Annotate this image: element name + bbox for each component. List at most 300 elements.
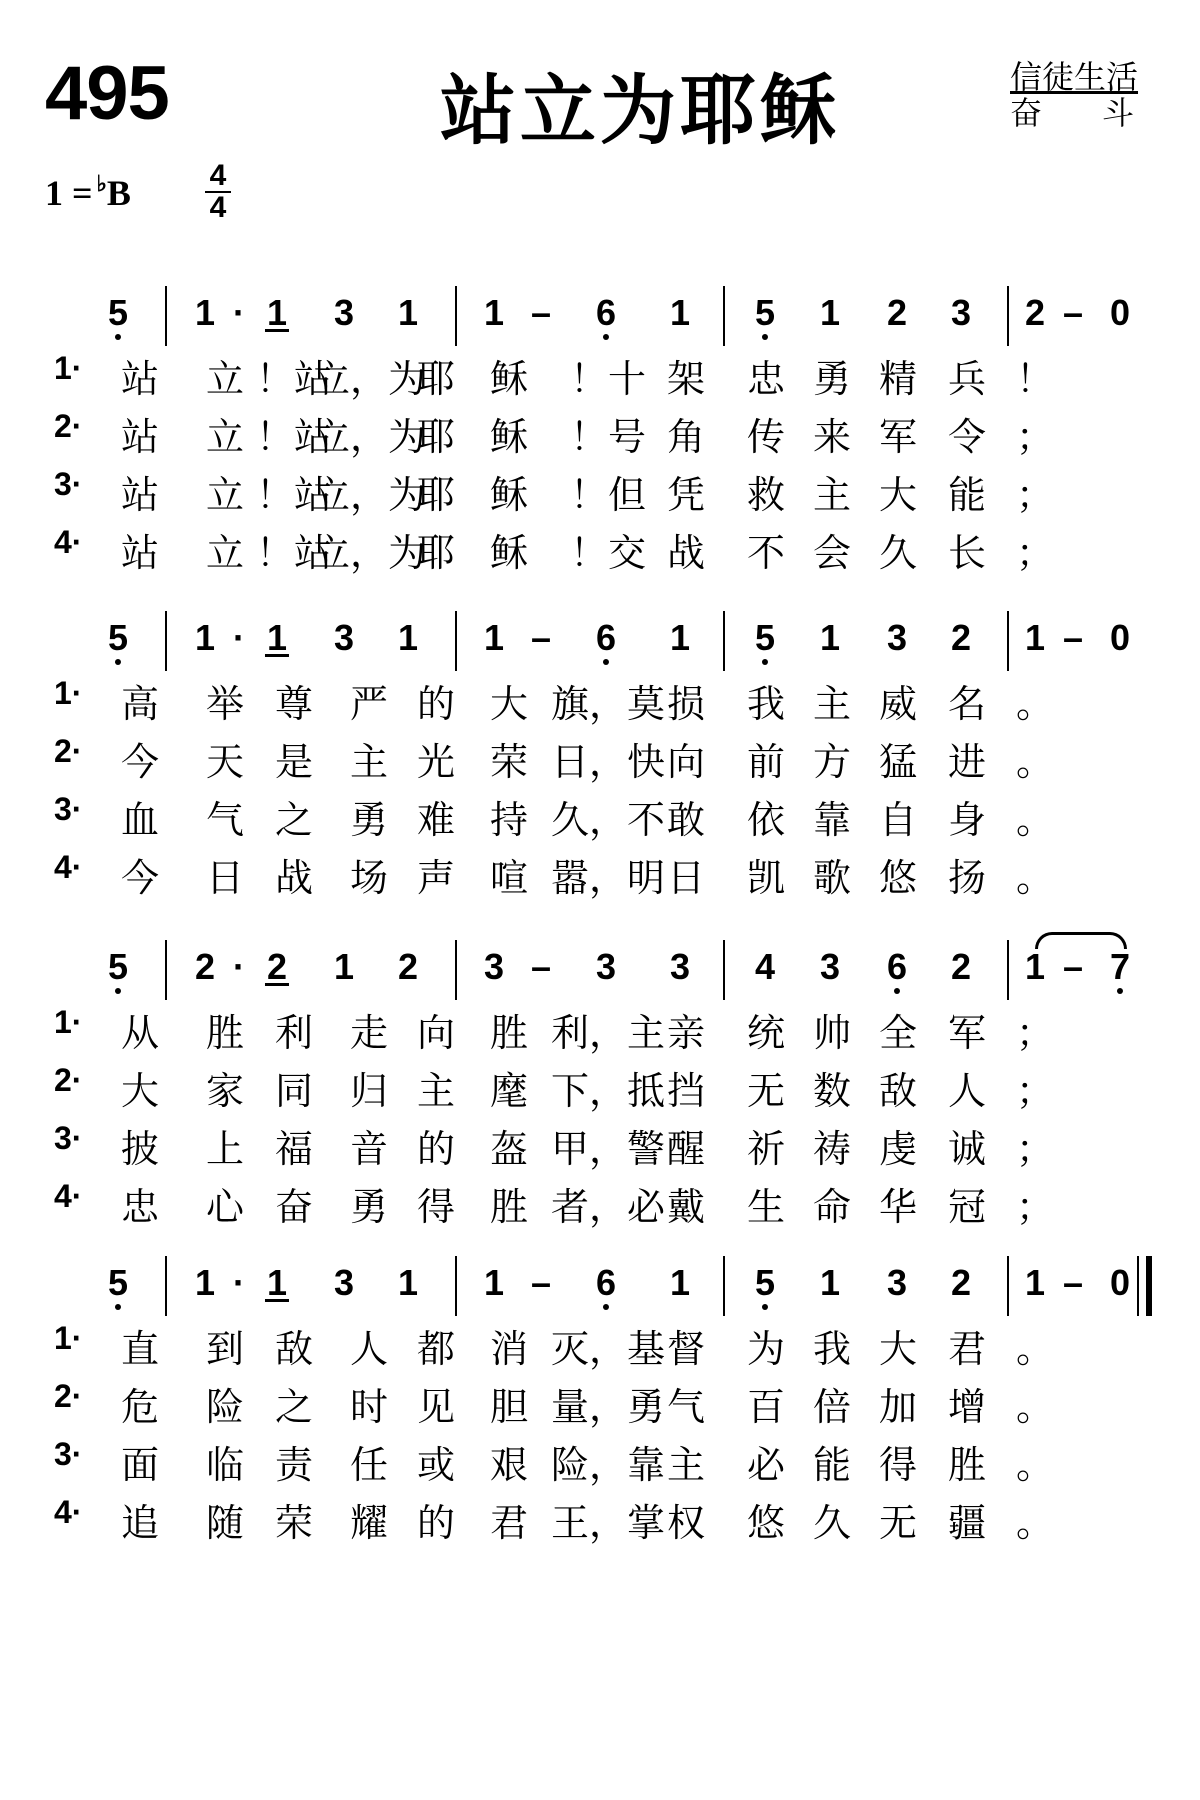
- lyric-char: 立: [205, 357, 245, 401]
- lyric-char: 任: [349, 1443, 389, 1487]
- lyric-char: 稣: [489, 415, 529, 459]
- note: 2: [950, 1262, 972, 1303]
- barline: [723, 611, 725, 671]
- lyric-char: 战: [666, 531, 706, 575]
- note: 1: [194, 617, 216, 658]
- lyric-char: 。: [1015, 1443, 1055, 1487]
- lower-octave-dot: [762, 334, 768, 340]
- lyric-char: 无: [878, 1501, 918, 1545]
- key-prefix: 1 =: [45, 173, 93, 213]
- lyric-char: 披: [120, 1127, 160, 1171]
- hymn-subcategory: 奋斗: [1010, 94, 1195, 132]
- lower-octave-dot: [115, 334, 121, 340]
- lyric-char: 救: [746, 473, 786, 517]
- note: 5: [108, 946, 128, 988]
- lyric-char: 持: [489, 798, 529, 842]
- lyric-char: 立: [205, 473, 245, 517]
- verse-number: 3·: [54, 791, 83, 827]
- barline: [723, 286, 725, 346]
- lyric-char: 角: [666, 415, 706, 459]
- lyric-char: 虔: [878, 1127, 918, 1171]
- note: 1: [194, 292, 216, 333]
- lyric-char: 量，勇: [550, 1385, 666, 1429]
- note: 1: [1024, 946, 1046, 987]
- verse-number: 1·: [54, 675, 83, 711]
- note-dash: –: [530, 292, 552, 333]
- lyric-char: 传: [746, 415, 786, 459]
- verse-number: 4·: [54, 849, 83, 885]
- lyric-char: 耶: [416, 357, 456, 401]
- lyric-char: 立: [205, 531, 245, 575]
- lyric-char: 麾: [489, 1069, 529, 1113]
- lyric-char: 嚣，明: [550, 856, 666, 900]
- final-barline-thick: [1146, 1256, 1152, 1316]
- note: 2: [194, 946, 216, 987]
- lyric-char: 时: [349, 1385, 389, 1429]
- verse-number: 4·: [54, 1178, 83, 1214]
- lyric-char: 祷: [812, 1127, 852, 1171]
- lyric-char: 立，为: [311, 357, 427, 401]
- lyric-char: 前: [746, 740, 786, 784]
- lyric-char: 立，为: [311, 473, 427, 517]
- lyric-char: 勇: [349, 1185, 389, 1229]
- lyric-char: 百: [746, 1385, 786, 1429]
- note: 1: [397, 617, 419, 658]
- note: 3: [483, 946, 505, 987]
- lyric-char: ；: [1015, 1127, 1055, 1171]
- lyric-char: 胜: [489, 1011, 529, 1055]
- lyric-char: 数: [812, 1069, 852, 1113]
- lyric-char: ；: [1015, 1011, 1055, 1055]
- lyric-char: 久: [878, 531, 918, 575]
- lyric-char: ！交: [569, 531, 647, 575]
- lyric-char: 利，主: [550, 1011, 666, 1055]
- lower-octave-dot: [115, 659, 121, 665]
- lyric-char: 敢: [666, 798, 706, 842]
- lyric-char: 凯: [746, 856, 786, 900]
- verse-number: 3·: [54, 1120, 83, 1156]
- note: 1: [669, 1262, 691, 1303]
- eighth-underline: [265, 329, 289, 332]
- lyric-char: 加: [878, 1385, 918, 1429]
- lyric-char: 靠: [812, 798, 852, 842]
- lyric-char: 挡: [666, 1069, 706, 1113]
- augmentation-dot: ·: [233, 1262, 245, 1303]
- lyric-char: 人: [947, 1069, 987, 1113]
- barline: [165, 611, 167, 671]
- lyric-char: 华: [878, 1185, 918, 1229]
- lyric-char: 随: [205, 1501, 245, 1545]
- lyric-char: 主: [416, 1069, 456, 1113]
- lower-octave-dot: [762, 1304, 768, 1310]
- note: 3: [950, 292, 972, 333]
- note: 2: [950, 617, 972, 658]
- lyric-char: 都: [416, 1327, 456, 1371]
- lyric-char: ；: [1015, 473, 1055, 517]
- lyric-char: 下，抵: [550, 1069, 666, 1113]
- lyric-char: 站: [120, 357, 160, 401]
- verse-number: 2·: [54, 408, 83, 444]
- lyric-char: 尊: [274, 682, 314, 726]
- note-dash: –: [1062, 946, 1084, 987]
- lyric-char: 大: [878, 473, 918, 517]
- note: 1: [483, 292, 505, 333]
- lyric-char: 主: [349, 740, 389, 784]
- lyric-char: 。: [1015, 740, 1055, 784]
- note: 1: [266, 1262, 288, 1303]
- lyric-char: 王，掌: [550, 1501, 666, 1545]
- lyric-char: 稣: [489, 473, 529, 517]
- note-dash: –: [530, 1262, 552, 1303]
- lower-octave-dot: [115, 1304, 121, 1310]
- lyric-char: ；: [1015, 415, 1055, 459]
- note: 3: [333, 1262, 355, 1303]
- lyric-char: 主: [812, 682, 852, 726]
- lyric-char: 亲: [666, 1011, 706, 1055]
- barline: [723, 1256, 725, 1316]
- lyric-char: 站: [120, 531, 160, 575]
- note: 3: [333, 617, 355, 658]
- lyric-char: ！: [1015, 357, 1055, 401]
- lower-octave-dot: [603, 334, 609, 340]
- lyric-char: 进: [947, 740, 987, 784]
- lyric-char: 主: [666, 1443, 706, 1487]
- key-note: B: [106, 173, 131, 213]
- lyric-char: 从: [120, 1011, 160, 1055]
- verse-number: 1·: [54, 350, 83, 386]
- lyric-char: 立，为: [311, 415, 427, 459]
- note: 5: [108, 292, 128, 334]
- lower-octave-dot: [603, 1304, 609, 1310]
- lyric-char: 险: [205, 1385, 245, 1429]
- note: 2: [886, 292, 908, 333]
- lyric-char: 者，必: [550, 1185, 666, 1229]
- time-signature: [205, 159, 231, 224]
- lyric-char: 福: [274, 1127, 314, 1171]
- lyric-char: 冠: [947, 1185, 987, 1229]
- note: 2: [950, 946, 972, 987]
- lyric-char: 生: [746, 1185, 786, 1229]
- note: 3: [886, 1262, 908, 1303]
- lyric-char: 忠: [120, 1185, 160, 1229]
- lyric-char: 场: [349, 856, 389, 900]
- lyric-char: 诚: [947, 1127, 987, 1171]
- lyric-char: 立: [205, 415, 245, 459]
- lyric-char: 大: [878, 1327, 918, 1371]
- lyric-char: 胜: [489, 1185, 529, 1229]
- lyric-char: 统: [746, 1011, 786, 1055]
- lyric-char: 耀: [349, 1501, 389, 1545]
- lyric-char: 的: [416, 1127, 456, 1171]
- lyric-char: 忠: [746, 357, 786, 401]
- note: 1: [333, 946, 355, 987]
- lyric-char: 荣: [274, 1501, 314, 1545]
- note: 0: [1109, 617, 1131, 658]
- lyric-char: 责: [274, 1443, 314, 1487]
- note: 1: [1024, 617, 1046, 658]
- lyric-char: 音: [349, 1127, 389, 1171]
- lyric-char: 能: [812, 1443, 852, 1487]
- lyric-char: 利: [274, 1011, 314, 1055]
- barline: [455, 940, 457, 1000]
- note: 5: [755, 1262, 775, 1304]
- lyric-char: 兵: [947, 357, 987, 401]
- hymn-title: 站立为耶稣: [440, 66, 840, 155]
- lyric-char: 主: [812, 473, 852, 517]
- note: 3: [333, 292, 355, 333]
- lyric-char: 自: [878, 798, 918, 842]
- lyric-char: 倍: [812, 1385, 852, 1429]
- lyric-char: 权: [666, 1501, 706, 1545]
- lyric-char: 向: [416, 1011, 456, 1055]
- lyric-char: 。: [1015, 798, 1055, 842]
- lyric-char: 严: [349, 682, 389, 726]
- lyric-char: 君: [947, 1327, 987, 1371]
- verse-number: 3·: [54, 466, 83, 502]
- lyric-char: 凭: [666, 473, 706, 517]
- lyric-char: 危: [120, 1385, 160, 1429]
- lyric-char: 心: [205, 1185, 245, 1229]
- lyric-char: 同: [274, 1069, 314, 1113]
- note: 5: [755, 292, 775, 334]
- lower-octave-dot: [762, 659, 768, 665]
- verse-number: 2·: [54, 1062, 83, 1098]
- key-signature: [45, 172, 131, 214]
- lyric-char: 日: [666, 856, 706, 900]
- barline: [455, 611, 457, 671]
- note: 1: [397, 292, 419, 333]
- lyric-char: 久: [812, 1501, 852, 1545]
- note: 1: [1024, 1262, 1046, 1303]
- lyric-char: 盔: [489, 1127, 529, 1171]
- lyric-char: 归: [349, 1069, 389, 1113]
- lyric-char: 人: [349, 1327, 389, 1371]
- lyric-char: 君: [489, 1501, 529, 1545]
- lyric-char: ；: [1015, 1185, 1055, 1229]
- time-signature-top: 4: [209, 159, 227, 192]
- lower-octave-dot: [115, 988, 121, 994]
- barline: [455, 286, 457, 346]
- lyric-char: 今: [120, 740, 160, 784]
- lyric-char: 大: [120, 1069, 160, 1113]
- lyric-char: 勇: [349, 798, 389, 842]
- barline: [165, 1256, 167, 1316]
- note: 1: [669, 292, 691, 333]
- augmentation-dot: ·: [233, 617, 245, 658]
- lyric-char: 帅: [812, 1011, 852, 1055]
- augmentation-dot: ·: [233, 946, 245, 987]
- lyric-char: 直: [120, 1327, 160, 1371]
- lyric-char: 得: [416, 1185, 456, 1229]
- note: 4: [754, 946, 776, 987]
- note: 1: [483, 617, 505, 658]
- lyric-char: 耶: [416, 531, 456, 575]
- note: 0: [1109, 292, 1131, 333]
- lyric-char: 我: [746, 682, 786, 726]
- lyric-char: 胜: [947, 1443, 987, 1487]
- barline: [165, 940, 167, 1000]
- tie-slur: [1035, 932, 1127, 949]
- note: 2: [1024, 292, 1046, 333]
- lyric-char: 。: [1015, 1385, 1055, 1429]
- lyric-char: 敌: [274, 1327, 314, 1371]
- lyric-char: 威: [878, 682, 918, 726]
- lyric-char: 必: [746, 1443, 786, 1487]
- lyric-char: 战: [274, 856, 314, 900]
- lyric-char: 敌: [878, 1069, 918, 1113]
- note: 3: [886, 617, 908, 658]
- note-dash: –: [530, 946, 552, 987]
- eighth-underline: [265, 654, 289, 657]
- lyric-char: 消: [489, 1327, 529, 1371]
- lyric-char: 依: [746, 798, 786, 842]
- verse-number: 4·: [54, 1494, 83, 1530]
- time-signature-bottom: 4: [209, 191, 227, 224]
- lyric-char: 。: [1015, 1327, 1055, 1371]
- lyric-char: 立，为: [311, 531, 427, 575]
- lyric-char: 旗，莫: [550, 682, 666, 726]
- lyric-char: 架: [666, 357, 706, 401]
- lyric-char: ！站: [255, 531, 333, 575]
- lyric-char: 稣: [489, 357, 529, 401]
- note: 3: [819, 946, 841, 987]
- hymn-number: 495: [45, 51, 169, 136]
- verse-number: 1·: [54, 1004, 83, 1040]
- lyric-char: ；: [1015, 1069, 1055, 1113]
- lyric-char: 身: [947, 798, 987, 842]
- lyric-char: 灭，基: [550, 1327, 666, 1371]
- lyric-char: 为: [746, 1327, 786, 1371]
- note: 1: [819, 292, 841, 333]
- note: 1: [397, 1262, 419, 1303]
- lyric-char: 歌: [812, 856, 852, 900]
- lyric-char: ！但: [569, 473, 647, 517]
- note: 1: [819, 617, 841, 658]
- lyric-char: 天: [205, 740, 245, 784]
- barline: [455, 1256, 457, 1316]
- note: 7: [1110, 946, 1130, 988]
- barline: [1007, 286, 1009, 346]
- lyric-char: 祈: [746, 1127, 786, 1171]
- lyric-char: 举: [205, 682, 245, 726]
- lyric-char: 血: [120, 798, 160, 842]
- lyric-char: 奋: [274, 1185, 314, 1229]
- lyric-char: ！站: [255, 415, 333, 459]
- augmentation-dot: ·: [233, 292, 245, 333]
- lyric-char: 胜: [205, 1011, 245, 1055]
- note: 5: [108, 617, 128, 659]
- verse-number: 3·: [54, 1436, 83, 1472]
- lyric-char: 损: [666, 682, 706, 726]
- lyric-char: 喧: [489, 856, 529, 900]
- lyric-char: 全: [878, 1011, 918, 1055]
- lyric-char: ！站: [255, 357, 333, 401]
- lyric-char: 声: [416, 856, 456, 900]
- final-barline-thin: [1137, 1256, 1139, 1316]
- note: 1: [266, 617, 288, 658]
- lyric-char: 难: [416, 798, 456, 842]
- lyric-char: 追: [120, 1501, 160, 1545]
- hymn-category: 信徒生活: [1010, 58, 1139, 96]
- lyric-char: 戴: [666, 1185, 706, 1229]
- lyric-char: 令: [947, 415, 987, 459]
- lyric-char: 艰: [489, 1443, 529, 1487]
- lyric-char: 耶: [416, 473, 456, 517]
- lyric-char: 军: [947, 1011, 987, 1055]
- lower-octave-dot: [1117, 988, 1123, 994]
- lyric-char: 大: [489, 682, 529, 726]
- lyric-char: 到: [205, 1327, 245, 1371]
- verse-number: 2·: [54, 733, 83, 769]
- note: 1: [669, 617, 691, 658]
- note: 3: [595, 946, 617, 987]
- note: 1: [483, 1262, 505, 1303]
- lyric-char: 之: [274, 798, 314, 842]
- verse-number: 2·: [54, 1378, 83, 1414]
- lyric-char: ！十: [569, 357, 647, 401]
- lyric-char: 上: [205, 1127, 245, 1171]
- lyric-char: 之: [274, 1385, 314, 1429]
- lyric-char: 悠: [746, 1501, 786, 1545]
- lyric-char: 醒: [666, 1127, 706, 1171]
- barline: [1007, 1256, 1009, 1316]
- lyric-char: ！号: [569, 415, 647, 459]
- lyric-char: 命: [812, 1185, 852, 1229]
- lyric-char: 的: [416, 1501, 456, 1545]
- lyric-char: ！站: [255, 473, 333, 517]
- lyric-char: 日: [205, 856, 245, 900]
- lyric-char: 面: [120, 1443, 160, 1487]
- lyric-char: 精: [878, 357, 918, 401]
- lyric-char: 日，快: [550, 740, 666, 784]
- lyric-char: 督: [666, 1327, 706, 1371]
- verse-number: 1·: [54, 1320, 83, 1356]
- lyric-char: 我: [812, 1327, 852, 1371]
- barline: [1007, 940, 1009, 1000]
- lyric-char: 光: [416, 740, 456, 784]
- lyric-char: 军: [878, 415, 918, 459]
- lyric-char: 今: [120, 856, 160, 900]
- lyric-char: 稣: [489, 531, 529, 575]
- lyric-char: 勇: [812, 357, 852, 401]
- flat-sign: ♭: [96, 171, 107, 196]
- lyric-char: 猛: [878, 740, 918, 784]
- lyric-char: 临: [205, 1443, 245, 1487]
- lower-octave-dot: [603, 659, 609, 665]
- barline: [165, 286, 167, 346]
- note: 6: [596, 292, 616, 334]
- lyric-char: 名: [947, 682, 987, 726]
- lyric-char: 气: [205, 798, 245, 842]
- eighth-underline: [265, 1299, 289, 1302]
- lyric-char: 方: [812, 740, 852, 784]
- lyric-char: 家: [205, 1069, 245, 1113]
- lyric-char: 甲，警: [550, 1127, 666, 1171]
- note: 6: [596, 617, 616, 659]
- lyric-char: 胆: [489, 1385, 529, 1429]
- lyric-char: 。: [1015, 1501, 1055, 1545]
- lyric-char: 走: [349, 1011, 389, 1055]
- note-dash: –: [1062, 1262, 1084, 1303]
- lyric-char: 气: [666, 1385, 706, 1429]
- lyric-char: 长: [947, 531, 987, 575]
- lyric-char: 或: [416, 1443, 456, 1487]
- note: 5: [108, 1262, 128, 1304]
- lyric-char: 见: [416, 1385, 456, 1429]
- lyric-char: 的: [416, 682, 456, 726]
- eighth-underline: [265, 983, 289, 986]
- lyric-char: 来: [812, 415, 852, 459]
